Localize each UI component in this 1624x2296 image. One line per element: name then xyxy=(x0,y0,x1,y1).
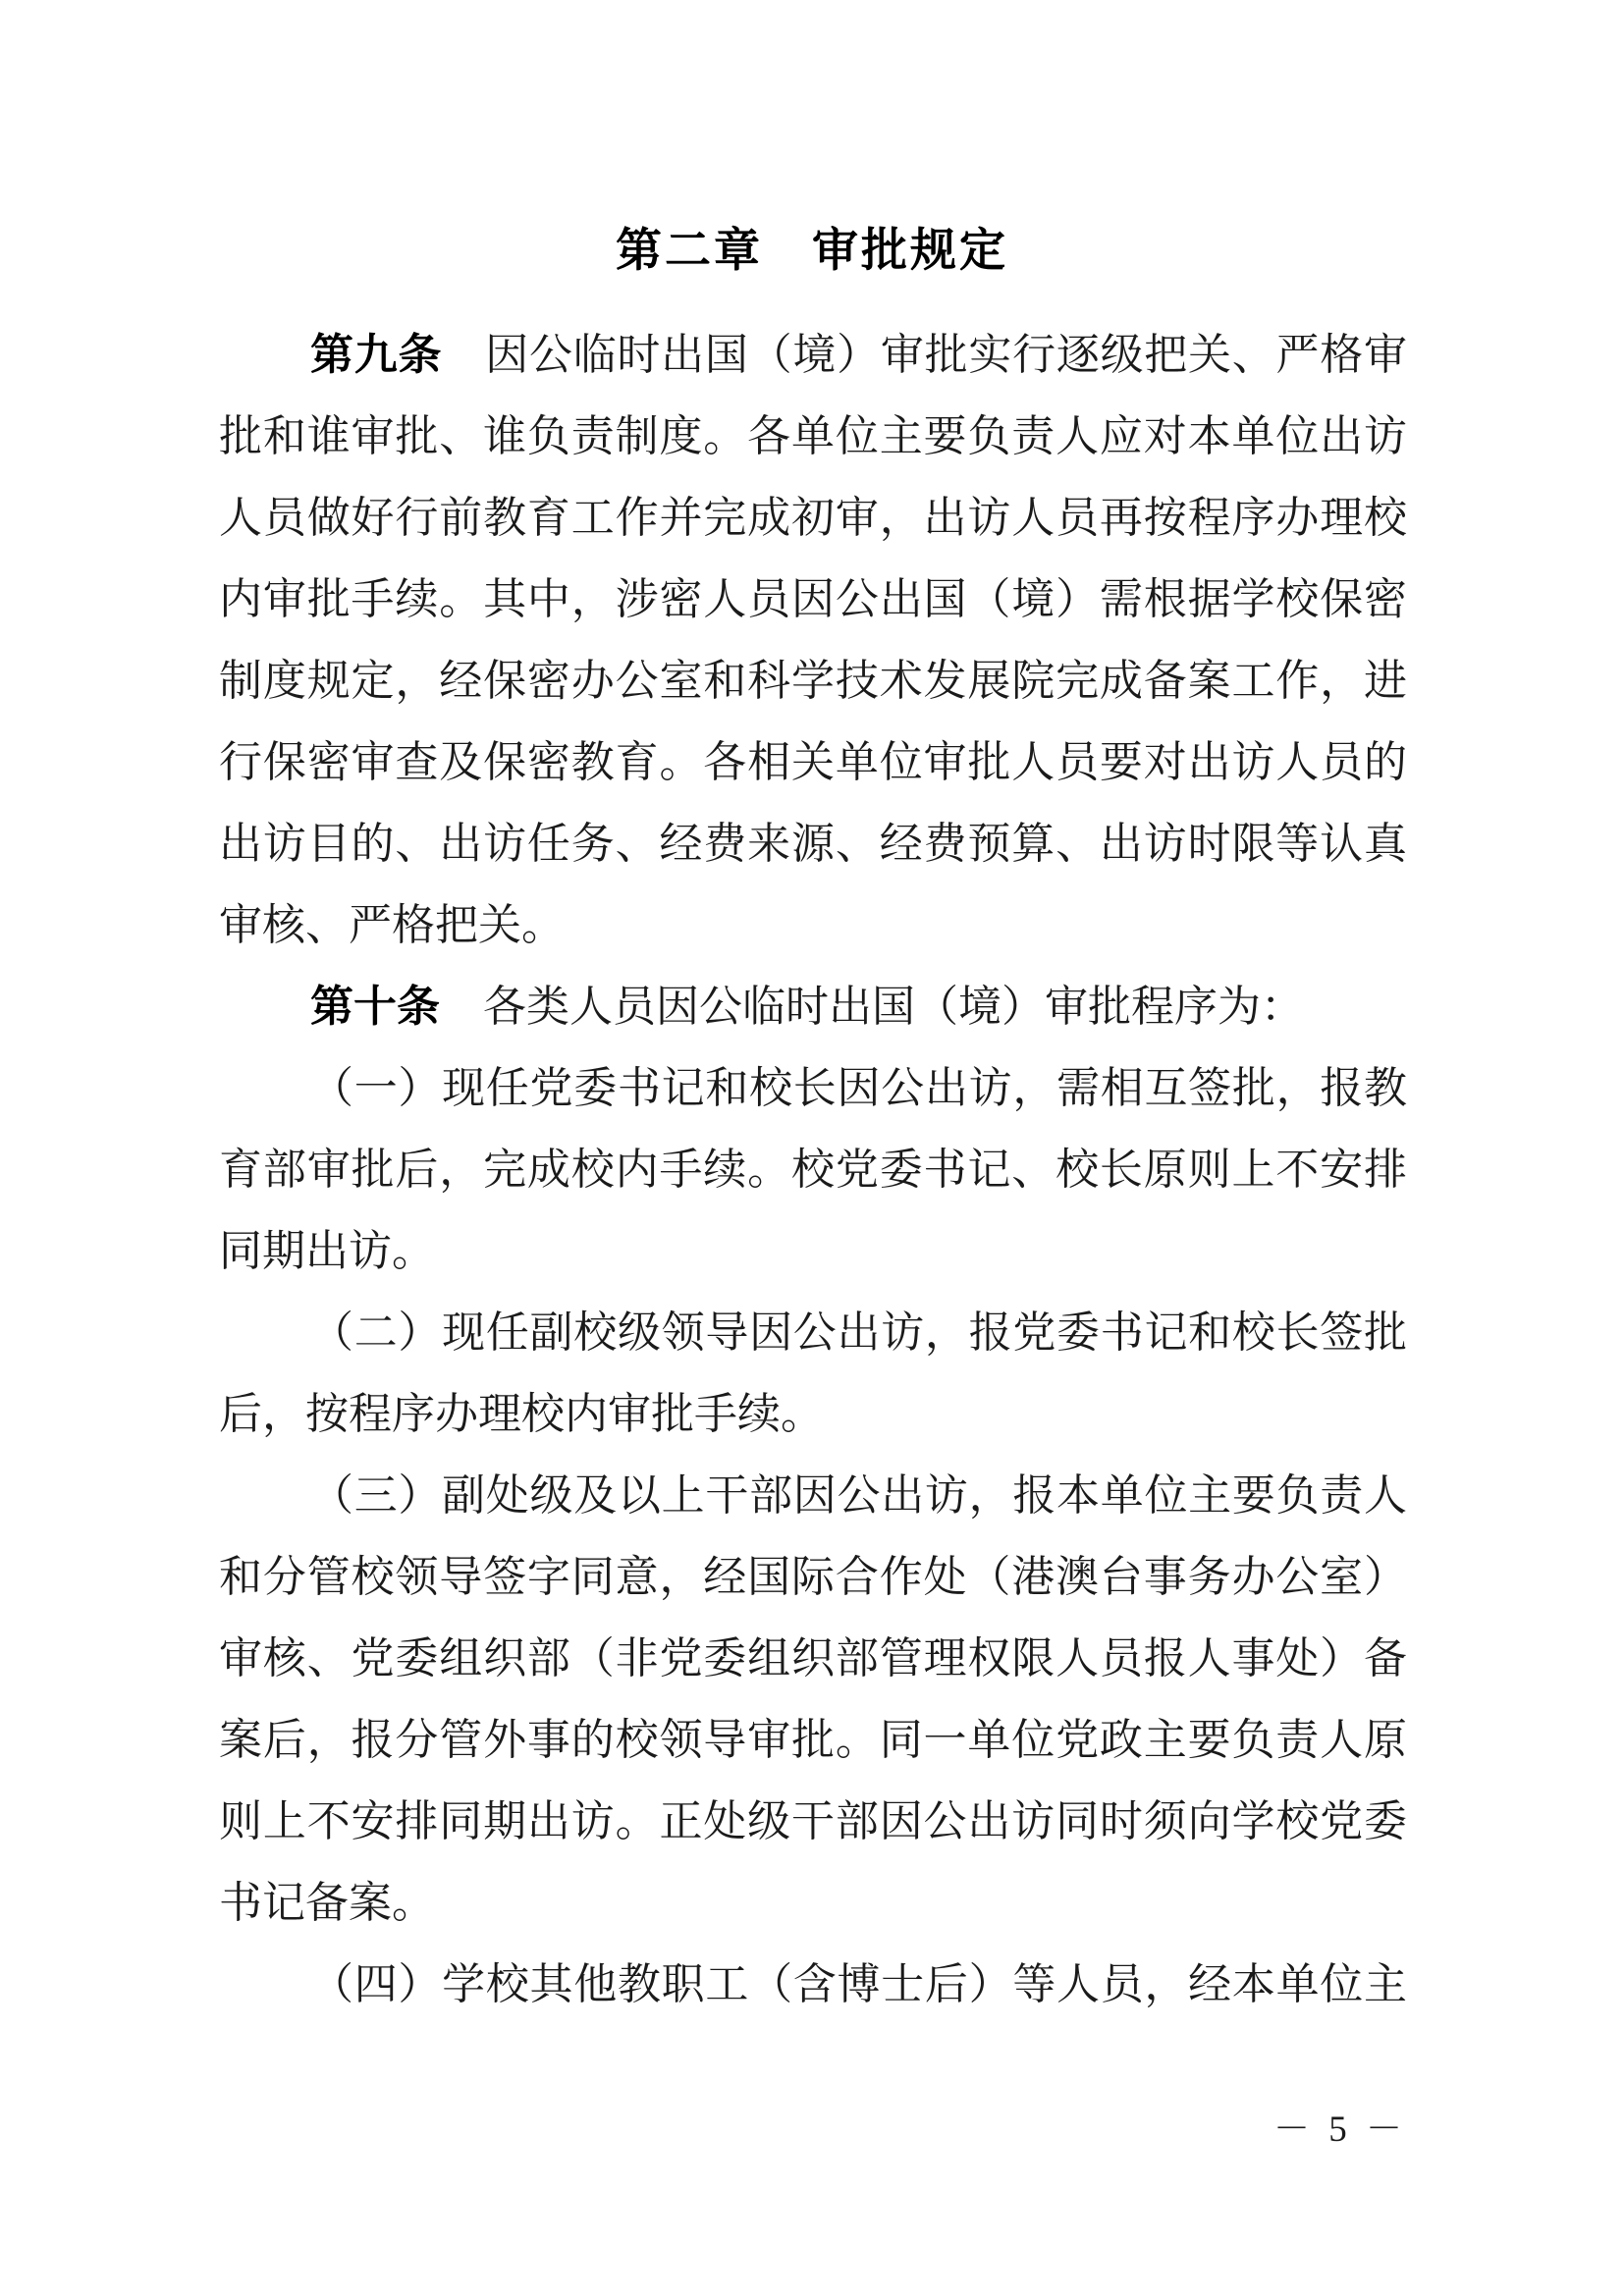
body-line: （三）副处级及以上干部因公出访，报本单位主要负责人 xyxy=(310,1471,1407,1520)
body-line: 第九条 因公临时出国（境）审批实行逐级把关、严格审 xyxy=(310,331,1407,379)
paragraph xyxy=(219,1944,1407,2025)
body-line: （四）学校其他教职工（含博士后）等人员，经本单位主 xyxy=(310,1960,1407,2008)
body-line: 育部审批后，完成校内手续。校党委书记、校长原则上不安排 xyxy=(219,1146,1407,1194)
body-line: 批和谁审批、谁负责制度。各单位主要负责人应对本单位出访 xyxy=(219,412,1407,460)
paragraph xyxy=(219,1455,1407,1944)
body-line: 和分管校领导签字同意，经国际合作处（港澳台事务办公室） xyxy=(219,1553,1407,1601)
body-line: 后，按程序办理校内审批手续。 xyxy=(219,1390,824,1438)
page-number: － 5 － xyxy=(1273,2109,1407,2150)
body-line: 人员做好行前教育工作并完成初审，出访人员再按程序办理校 xyxy=(219,494,1407,542)
article-number: 第十条 xyxy=(310,983,440,1031)
body-line: 审核、党委组织部（非党委组织部管理权限人员报人事处）备 xyxy=(219,1634,1407,1682)
body-line: 第十条 各类人员因公临时出国（境）审批程序为： xyxy=(310,983,1304,1031)
body-line: 审核、严格把关。 xyxy=(219,901,565,949)
body-line: 制度规定，经保密办公室和科学技术发展院完成备案工作，进 xyxy=(219,657,1407,705)
paragraph xyxy=(219,1292,1407,1455)
body-line: （二）现任副校级领导因公出访，报党委书记和校长签批 xyxy=(310,1308,1407,1357)
paragraph xyxy=(219,314,1407,966)
paragraph xyxy=(219,966,1407,1047)
document-body xyxy=(219,314,1407,2025)
body-line: （一）现任党委书记和校长因公出访，需相互签批，报教 xyxy=(310,1064,1407,1112)
body-line: 同期出访。 xyxy=(219,1227,435,1275)
body-line: 内审批手续。其中，涉密人员因公出国（境）需根据学校保密 xyxy=(219,575,1407,623)
article-number: 第九条 xyxy=(310,331,443,379)
body-line: 案后，报分管外事的校领导审批。同一单位党政主要负责人原 xyxy=(219,1716,1407,1764)
body-line: 出访目的、出访任务、经费来源、经费预算、出访时限等认真 xyxy=(219,820,1407,868)
paragraph xyxy=(219,1047,1407,1292)
body-line: 书记备案。 xyxy=(219,1879,435,1927)
chapter-title: 第二章 审批规定 xyxy=(616,226,1008,277)
body-line: 行保密审查及保密教育。各相关单位审批人员要对出访人员的 xyxy=(219,738,1407,786)
body-line: 则上不安排同期出访。正处级干部因公出访同时须向学校党委 xyxy=(219,1797,1407,1845)
